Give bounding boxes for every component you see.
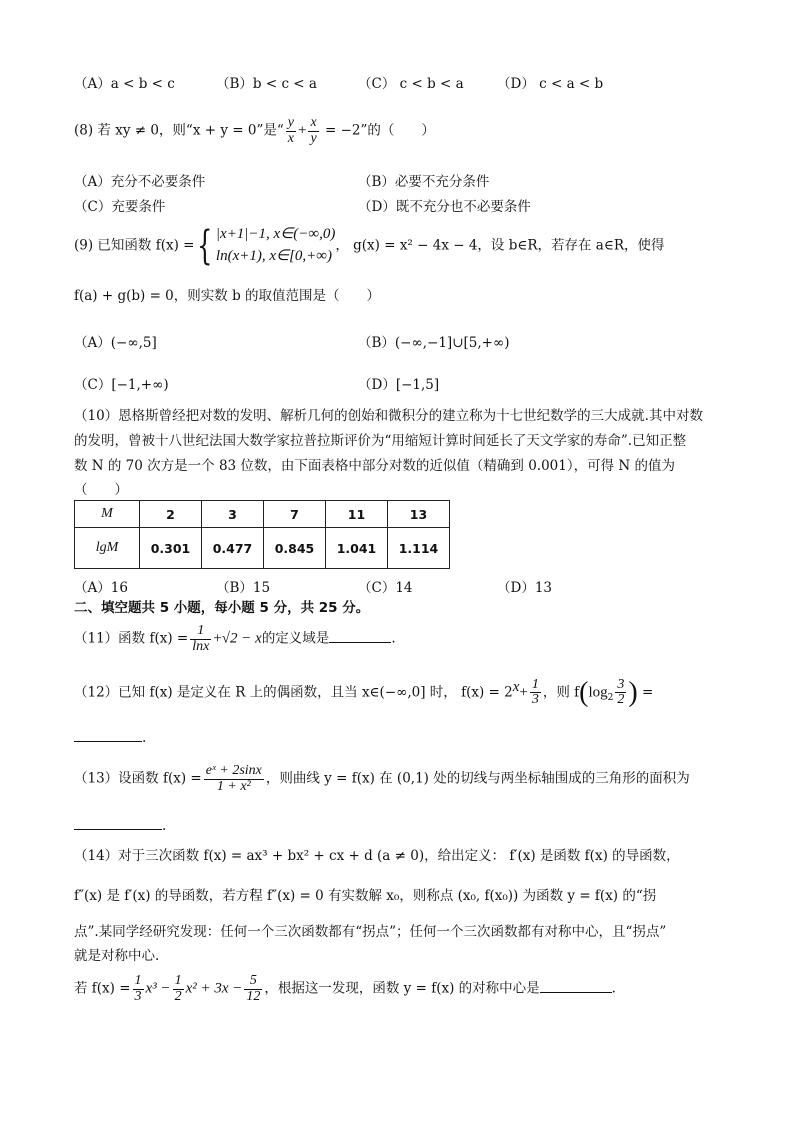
q11-stem-text-a: （11）函数 f(x) = bbox=[74, 630, 189, 647]
log-table-row-m bbox=[75, 501, 450, 528]
q12-answer-blank[interactable] bbox=[74, 740, 142, 742]
q8-option-d: （D）既不充分也不必要条件 bbox=[358, 199, 531, 215]
q14-fraction-1 bbox=[133, 974, 144, 1004]
q7-option-d: （D） c < a < b bbox=[497, 76, 604, 92]
q14-frac2-den: 2 bbox=[174, 988, 182, 1004]
q14-line-5: 若 f(x) = $\frac{1}{3}$ x³ − $\frac{1}{2}$ x² + 3x − $\frac{5}{12}$ ，根据这一发现，函数 y = f(x) 的对称中心是 . bbox=[74, 973, 616, 1004]
table-cell: 7 bbox=[264, 501, 326, 528]
q10-option-a: （A）16 bbox=[74, 580, 128, 596]
q10-line-4: （ ） bbox=[74, 482, 128, 498]
q8-frac1-den: x bbox=[287, 130, 294, 146]
q8-option-c: （C）充要条件 bbox=[74, 199, 166, 215]
q12-frac-num: 1 bbox=[531, 676, 539, 692]
q13-answer-blank[interactable] bbox=[74, 828, 162, 830]
table-cell: 13 bbox=[388, 501, 450, 528]
q11-stem-text-b: 的定义域是 bbox=[261, 630, 330, 647]
q12-stem-text-b: ，则 f bbox=[542, 684, 580, 701]
q9-stem-text-a: (9) 已知函数 f(x) = bbox=[74, 237, 195, 254]
table-cell: 11 bbox=[326, 501, 388, 528]
q11-answer-blank[interactable] bbox=[329, 641, 391, 643]
q14-fraction-2 bbox=[173, 974, 184, 1004]
q8-option-a: （A）充分不必要条件 bbox=[74, 174, 206, 190]
q9-piecewise bbox=[216, 224, 335, 268]
q9-case-1: |x+1|−1, x∈(−∞,0) bbox=[215, 226, 336, 242]
q11-fraction bbox=[190, 624, 211, 654]
table-cell: 3 bbox=[202, 501, 264, 528]
q7-option-b: （B）b < c < a bbox=[216, 76, 317, 92]
q8-frac1-num: y bbox=[287, 115, 294, 130]
q9-option-b: （B）(−∞,−1]∪[5,+∞) bbox=[358, 335, 510, 351]
q14-frac1-den: 3 bbox=[134, 988, 142, 1004]
q7-option-a: （A）a < b < c bbox=[74, 76, 175, 92]
q9-brace: { bbox=[197, 222, 213, 269]
q8-stem: (8) 若 xy ≠ 0，则“x + y = 0”是“ $\frac{y}{x}$ + $\frac{x}{y}$ = −2”的（ ） bbox=[74, 115, 435, 146]
q12-log-base: 2 bbox=[607, 692, 614, 703]
section-heading: 二、填空题共 5 小题，每小题 5 分，共 25 分。 bbox=[74, 600, 370, 616]
q8-fraction-1 bbox=[286, 116, 296, 146]
q11-frac-den: lnx bbox=[192, 638, 210, 654]
q14-line-2: f″(x) 是 f′(x) 的导函数，若方程 f″(x) = 0 有实数解 x₀，则称点 (x₀, f(x₀)) 为函数 y = f(x) 的“拐 bbox=[74, 888, 657, 904]
q14-line-4: 就是对称中心. bbox=[74, 948, 160, 964]
log-table bbox=[74, 500, 450, 569]
q10-option-c: （C）14 bbox=[358, 580, 413, 596]
q13-fraction bbox=[204, 764, 264, 794]
q8-frac2-den: y bbox=[310, 130, 317, 146]
q9-option-d: （D）[−1,5] bbox=[358, 377, 440, 393]
q14-line-1: （14）对于三次函数 f(x) = ax³ + bx² + cx + d (a ≠ 0)，给出定义： f′(x) 是函数 f(x) 的导函数， bbox=[74, 848, 680, 864]
table-header-m: M bbox=[75, 501, 140, 528]
q11-stem: （11）函数 f(x) = $\frac{1}{\ln x}$ +√2 − x的定义域是 . bbox=[74, 623, 396, 654]
q7-option-c: （C） c < b < a bbox=[358, 76, 464, 92]
table-cell: 0.477 bbox=[202, 528, 264, 569]
q12-frac-den: 3 bbox=[531, 692, 539, 708]
q11-sqrt: √2 − x bbox=[221, 630, 262, 647]
q9-stem-text-b: ， g(x) = x² − 4x − 4，设 b∈R，若存在 a∈R，使得 bbox=[335, 237, 665, 254]
q13-frac-num: eˣ + 2sinx bbox=[205, 763, 262, 778]
q9-stem bbox=[74, 224, 665, 268]
q12-stem-text-c: = bbox=[642, 684, 654, 701]
q13-stem bbox=[74, 764, 690, 794]
q12-stem-text-a: （12）已知 f(x) 是定义在 R 上的偶函数，且当 x∈(−∞,0] 时， f(x) = 2 bbox=[74, 684, 513, 701]
table-cell: 2 bbox=[140, 501, 202, 528]
q8-frac2-num: x bbox=[310, 115, 317, 130]
table-cell: 1.041 bbox=[326, 528, 388, 569]
q14-line5-text-b: ，根据这一发现，函数 y = f(x) 的对称中心是 bbox=[264, 980, 540, 997]
q9-option-c: （C）[−1,+∞) bbox=[74, 377, 169, 393]
q12-fraction bbox=[530, 678, 541, 708]
q13-stem-text-b: ，则曲线 y = f(x) 在 (0,1) 处的切线与两坐标轴围成的三角形的面积为 bbox=[265, 770, 690, 787]
q14-frac3-num: 5 bbox=[244, 974, 262, 990]
table-header-lgm: lgM bbox=[75, 528, 140, 569]
q9-stem-c: f(a) + g(b) = 0，则实数 b 的取值范围是（ ） bbox=[74, 288, 380, 304]
q12-exp: x bbox=[512, 678, 520, 695]
q12-answer-line: . bbox=[74, 730, 146, 746]
q13-frac-den: 1 + x² bbox=[216, 778, 251, 794]
q14-line5-text-a: 若 f(x) = bbox=[74, 980, 131, 997]
q14-term-1: x³ − bbox=[145, 980, 171, 997]
q12-stem: （12）已知 f(x) 是定义在 R 上的偶函数，且当 x∈(−∞,0] 时， $f(x) = 2^x+$ $\frac{1}{3}$ ，则 $f(\log_2$ $\frac{3}{2}$ ) = bbox=[74, 676, 654, 708]
q11-frac-num: 1 bbox=[190, 624, 211, 640]
q8-stem-text-a: (8) 若 xy ≠ 0，则“x + y = 0”是“ bbox=[74, 122, 284, 139]
q10-line-3: 数 N 的 70 次方是一个 83 位数，由下面表格中部分对数的近似值（精确到 0.001），可得 N 的值为 bbox=[74, 458, 675, 474]
q10-option-b: （B）15 bbox=[216, 580, 271, 596]
q10-line-2: 的发明，曾被十八世纪法国大数学家拉普拉斯评价为“用缩短计算时间延长了天文学家的寿命”.已知正整 bbox=[74, 433, 687, 449]
q14-frac2-num: 1 bbox=[174, 973, 182, 988]
q14-term-2: x² + 3x − bbox=[185, 980, 243, 997]
table-cell: 0.301 bbox=[140, 528, 202, 569]
q14-line-3: 点”.某同学经研究发现：任何一个三次函数都有“拐点”；任何一个三次函数都有对称中心，且“拐点” bbox=[74, 924, 667, 940]
log-table-row-lgm bbox=[75, 528, 450, 569]
q9-case-2: ln(x+1), x∈[0,+∞) bbox=[215, 247, 332, 264]
q13-answer-line: . bbox=[74, 818, 166, 834]
q9-option-a: （A）(−∞,5] bbox=[74, 335, 157, 351]
q12-log: log bbox=[588, 684, 608, 701]
q12-fraction-2 bbox=[615, 678, 626, 708]
q14-frac3-den: 12 bbox=[246, 988, 261, 1004]
q8-stem-text-b: = −2”的（ ） bbox=[320, 122, 435, 139]
table-cell: 1.114 bbox=[388, 528, 450, 569]
q8-option-b: （B）必要不充分条件 bbox=[358, 174, 490, 190]
q14-fraction-3 bbox=[244, 974, 262, 1004]
q10-option-d: （D）13 bbox=[497, 580, 553, 596]
q14-frac1-num: 1 bbox=[134, 973, 142, 988]
q12-frac2-num: 3 bbox=[617, 676, 625, 692]
q8-fraction-2 bbox=[308, 116, 318, 146]
q10-line-1: （10）恩格斯曾经把对数的发明、解析几何的创始和微积分的建立称为十七世纪数学的三大成就.其中对数 bbox=[74, 408, 703, 424]
q14-answer-blank[interactable] bbox=[540, 991, 612, 993]
q12-frac2-den: 2 bbox=[617, 692, 625, 708]
q13-stem-text-a: （13）设函数 f(x) = bbox=[74, 770, 202, 787]
table-cell: 0.845 bbox=[264, 528, 326, 569]
